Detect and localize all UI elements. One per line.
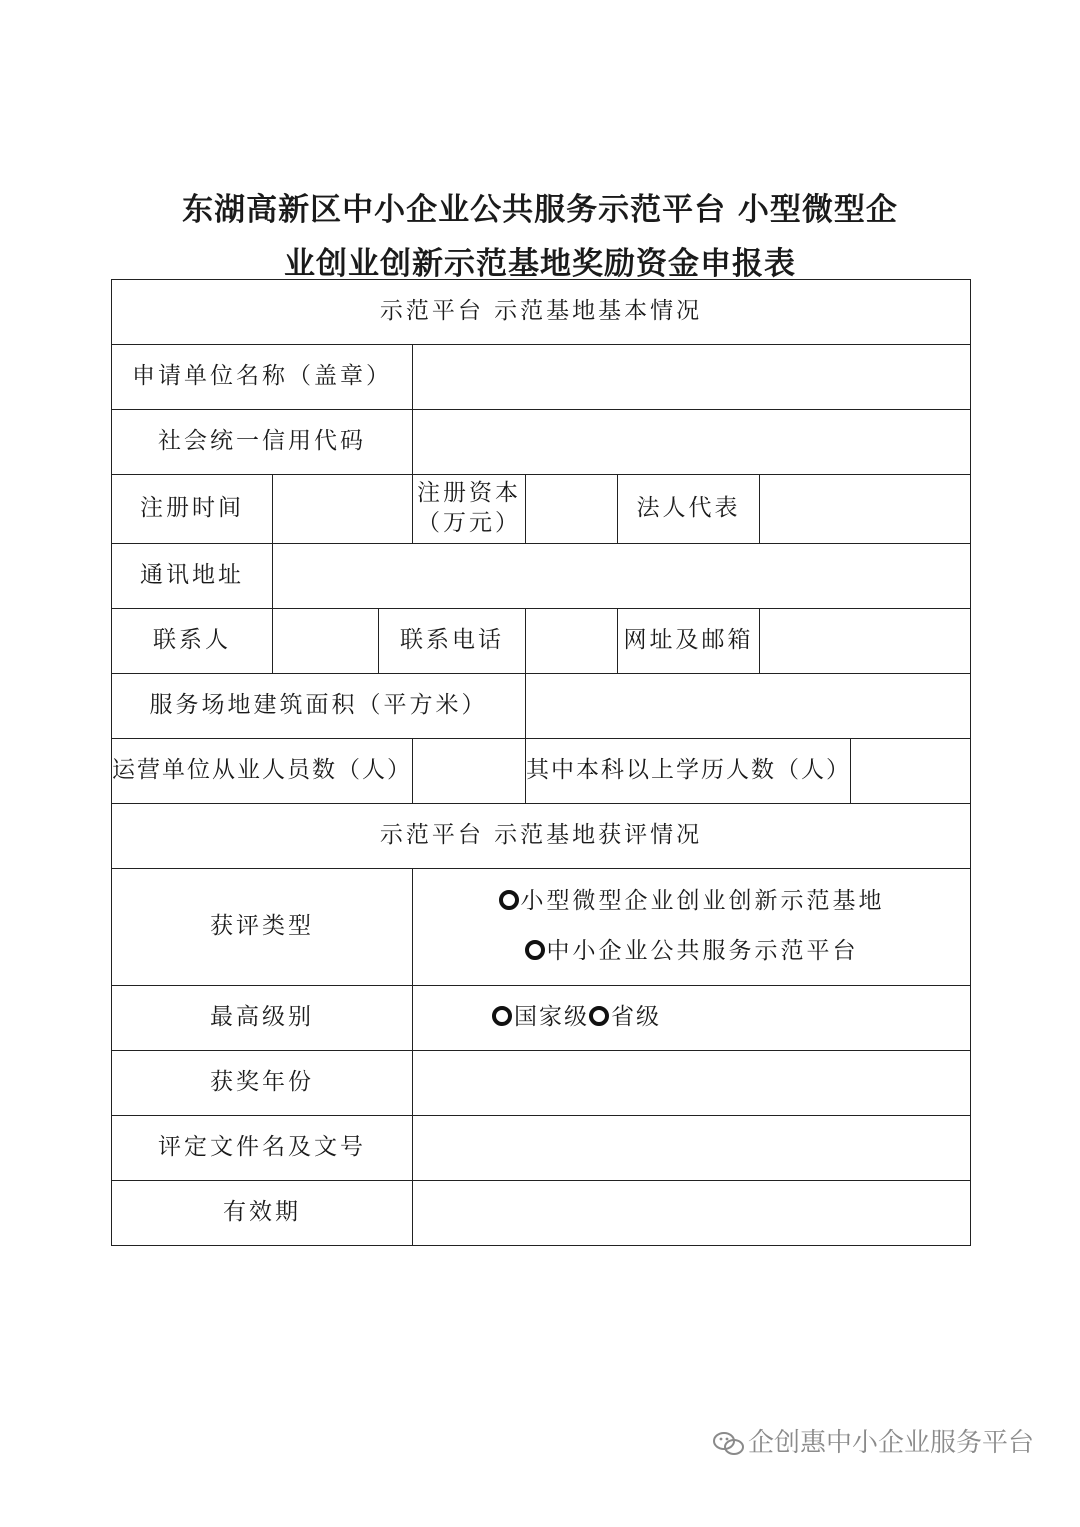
award-type-options bbox=[413, 869, 971, 986]
award-type-label: 获评类型 bbox=[112, 869, 413, 986]
doc-name-label: 评定文件名及文号 bbox=[112, 1116, 413, 1181]
level-option-national[interactable] bbox=[492, 1004, 589, 1030]
application-form-table bbox=[111, 279, 971, 1246]
staff-count-label: 运营单位从业人员数（人） bbox=[112, 739, 413, 804]
web-email-field[interactable] bbox=[760, 609, 971, 674]
area-label: 服务场地建筑面积（平方米） bbox=[112, 674, 526, 739]
level-option-provincial-label: 省级 bbox=[611, 1004, 661, 1031]
watermark bbox=[712, 1422, 1034, 1459]
award-year-field[interactable] bbox=[413, 1051, 971, 1116]
address-label: 通讯地址 bbox=[112, 544, 273, 609]
credit-code-field[interactable] bbox=[413, 410, 971, 475]
phone-label: 联系电话 bbox=[379, 609, 526, 674]
wechat-icon bbox=[712, 1430, 746, 1458]
radio-icon bbox=[499, 890, 519, 910]
contact-label: 联系人 bbox=[112, 609, 273, 674]
radio-icon bbox=[492, 1006, 512, 1026]
level-option-provincial[interactable] bbox=[589, 1004, 661, 1030]
award-type-option-platform-label: 中小企业公共服务示范平台 bbox=[546, 938, 859, 964]
award-type-option-base[interactable] bbox=[413, 877, 970, 927]
legal-rep-label: 法人代表 bbox=[618, 475, 760, 544]
legal-rep-field[interactable] bbox=[760, 475, 971, 544]
level-option-national-label: 国家级 bbox=[514, 1004, 589, 1031]
validity-label: 有效期 bbox=[112, 1181, 413, 1246]
doc-name-field[interactable] bbox=[413, 1116, 971, 1181]
phone-field[interactable] bbox=[526, 609, 618, 674]
radio-icon bbox=[525, 940, 545, 960]
applicant-name-field[interactable] bbox=[413, 345, 971, 410]
reg-time-field[interactable] bbox=[273, 475, 413, 544]
contact-field[interactable] bbox=[273, 609, 379, 674]
award-type-option-base-label: 小型微型企业创业创新示范基地 bbox=[520, 888, 885, 915]
page-title-line2: 业创业创新示范基地奖励资金申报表 bbox=[284, 246, 796, 282]
radio-icon bbox=[589, 1006, 609, 1026]
address-field[interactable] bbox=[273, 544, 971, 609]
web-email-label: 网址及邮箱 bbox=[618, 609, 760, 674]
page-title-line1: 东湖高新区中小企业公共服务示范平台 小型微型企 bbox=[182, 192, 898, 228]
reg-capital-field[interactable] bbox=[526, 475, 618, 544]
reg-capital-label bbox=[413, 475, 526, 544]
watermark-text: 企创惠中小企业服务平台 bbox=[748, 1428, 1035, 1458]
validity-field[interactable] bbox=[413, 1181, 971, 1246]
reg-capital-unit: （万元） bbox=[417, 510, 521, 536]
award-year-label: 获奖年份 bbox=[112, 1051, 413, 1116]
bachelor-count-field[interactable] bbox=[851, 739, 971, 804]
level-options bbox=[413, 986, 971, 1051]
credit-code-label: 社会统一信用代码 bbox=[112, 410, 413, 475]
reg-time-label: 注册时间 bbox=[112, 475, 273, 544]
area-field[interactable] bbox=[526, 674, 971, 739]
reg-capital-label-text: 注册资本 bbox=[417, 480, 521, 507]
section1-heading: 示范平台 示范基地基本情况 bbox=[112, 280, 971, 345]
staff-count-field[interactable] bbox=[413, 739, 526, 804]
section2-heading: 示范平台 示范基地获评情况 bbox=[112, 804, 971, 869]
applicant-name-label: 申请单位名称（盖章） bbox=[112, 345, 413, 410]
award-type-option-platform[interactable] bbox=[413, 927, 970, 977]
level-label: 最高级别 bbox=[112, 986, 413, 1051]
bachelor-count-label: 其中本科以上学历人数（人） bbox=[526, 739, 851, 804]
